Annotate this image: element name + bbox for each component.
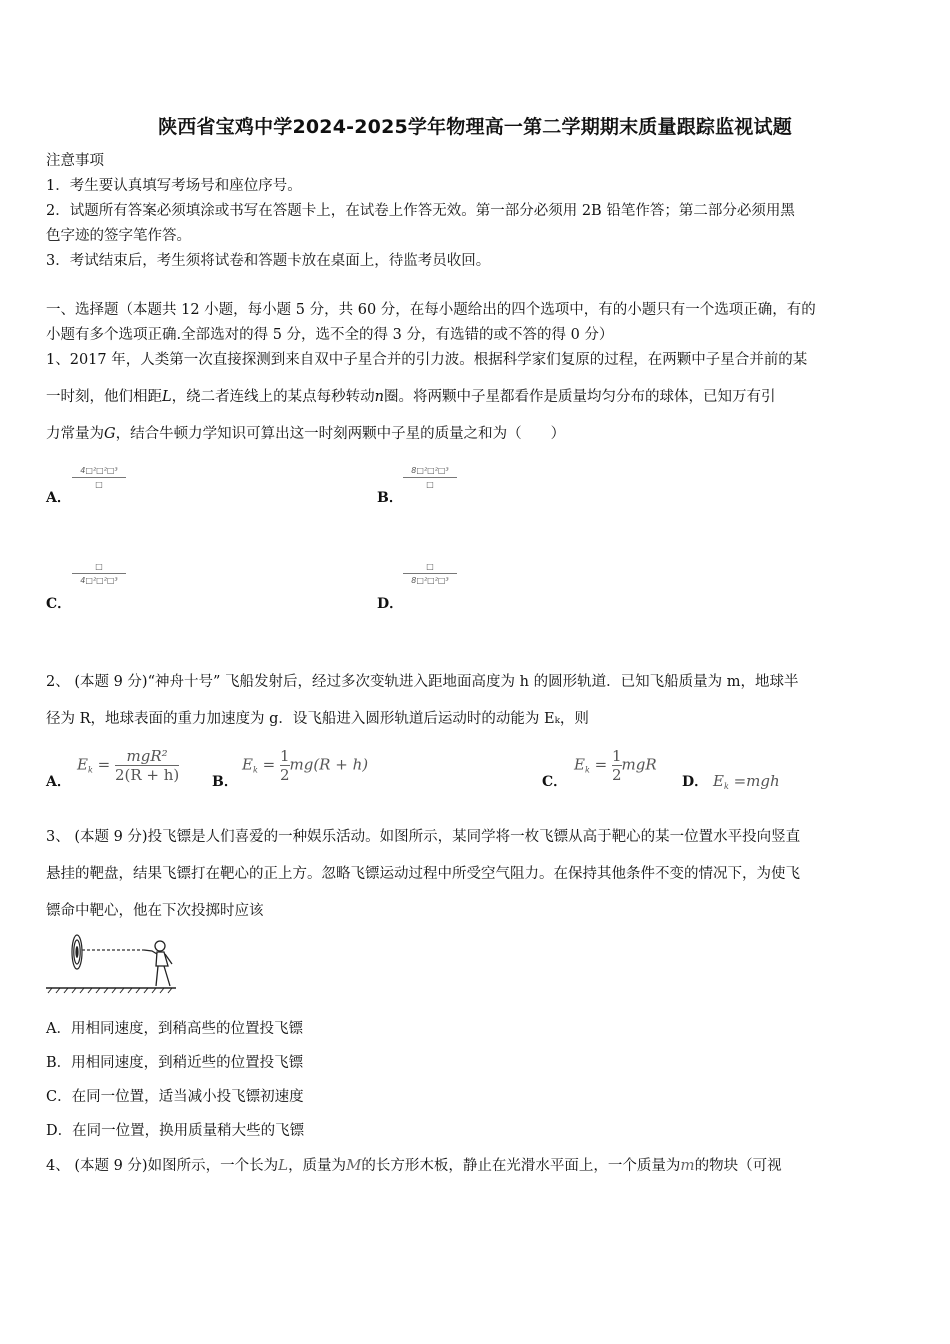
q2-ek-subscript: k [87,765,93,775]
q1-option-a-label[interactable]: A． [46,490,71,506]
q2-ek-subscript: k [584,765,590,775]
q4-var-L: L [278,1156,289,1174]
q1-option-a-fraction [72,466,126,490]
q3-option-c[interactable]: C．在同一位置，适当减小投飞镖初速度 [46,1089,304,1105]
q2-ek-symbol: E [574,755,585,774]
q1-line-3b: ，结合牛顿力学知识可算出这一时刻两颗中子星的质量之和为（ ） [115,426,566,442]
q1-var-G: G [104,426,116,442]
q1-option-b-fraction [403,466,457,490]
q3-option-a[interactable]: A．用相同速度，到稍高些的位置投飞镖 [46,1021,303,1037]
q2-equals: = [594,755,608,774]
q2-option-b-numerator: 1 [279,747,290,765]
q2-option-a-label[interactable]: A． [46,774,71,790]
q1-option-c-fraction [72,562,126,586]
q1-line-3a: 力常量为 [46,426,104,442]
q2-ek-subscript: k [252,765,258,775]
q1-option-a-denominator: □ [95,480,103,489]
notice-item-2-line-2: 色字迹的签字笔作答。 [46,228,191,244]
q1-option-b-numerator: 8□²□²□³ [411,466,449,475]
q1-line-2b: ，绕二者连线上的某点每秒转动 [171,389,375,405]
q2-option-c-numerator: 1 [611,747,622,765]
q4-var-m: m [680,1156,695,1174]
q2-option-c-formula [574,747,657,784]
q2-option-a-numerator: mgR² [126,747,168,765]
q2-option-b-denominator: 2 [279,766,290,784]
q2-equals: = [733,772,747,790]
q1-option-d-fraction [403,562,457,586]
q2-ek-symbol: E [242,755,253,774]
q1-line-1: 1、2017 年，人类第一次直接探测到来自双中子星合并的引力波。根据科学家们复原的过程，在两颗中子星合并前的某 [46,352,808,368]
q2-option-c-label[interactable]: C． [542,774,568,790]
fraction-bar [403,573,457,574]
q2-line-2: 径为 R，地球表面的重力加速度为 g．设飞船进入圆形轨道后运动时的动能为 Eₖ，则 [46,711,589,727]
q1-line-2c: 圈。将两颗中子星都看作是质量均匀分布的球体，已知万有引 [383,389,776,405]
q1-option-b-label[interactable]: B． [377,490,403,506]
q2-option-c-fraction [612,747,622,784]
q2-equals: = [97,755,111,774]
q4-line-1 [46,1158,782,1174]
q3-option-d[interactable]: D．在同一位置，换用质量稍大些的飞镖 [46,1123,305,1139]
q4-var-M: M [346,1156,362,1174]
q1-line-2a: 一时刻，他们相距 [46,389,162,405]
q1-var-n: n [374,389,384,405]
notice-item-1: 1．考生要认真填写考场号和座位序号。 [46,178,302,194]
q2-option-a-fraction [115,747,179,784]
q2-option-b-formula [242,747,368,784]
q3-dart-figure [44,930,184,994]
notice-item-2-line-1: 2．试题所有答案必须填涂或书写在答题卡上，在试卷上作答无效。第一部分必须用 2B 铅笔作答；第二部分必须用黑 [46,203,795,219]
section-1-line-1: 一、选择题（本题共 12 小题，每小题 5 分，共 60 分，在每小题给出的四个选项中，有的小题只有一个选项正确，有的 [46,302,816,318]
q2-ek-subscript: k [723,782,729,791]
q1-option-c-label[interactable]: C． [46,596,72,612]
q2-ek-symbol: E [713,772,724,790]
q1-option-a-numerator: 4□²□²□³ [80,466,118,475]
q2-option-b-label[interactable]: B． [212,774,238,790]
q1-option-b-denominator: □ [426,480,434,489]
q2-option-a-formula [77,747,179,784]
q2-option-d-tail: mgh [746,772,780,790]
q2-option-c-denominator: 2 [611,766,622,784]
q2-line-1: 2、 (本题 9 分)“神舟十号” 飞船发射后，经过多次变轨进入距地面高度为 h 的圆形轨道．已知飞船质量为 m，地球半 [46,674,799,690]
q1-option-d-numerator: □ [426,562,434,571]
q1-line-3 [46,427,565,442]
q3-option-b[interactable]: B．用相同速度，到稍近些的位置投飞镖 [46,1055,304,1071]
notice-item-3: 3．考试结束后，考生须将试卷和答题卡放在桌面上，待监考员收回。 [46,253,491,269]
page-title: 陕西省宝鸡中学2024-2025学年物理高一第二学期期末质量跟踪监视试题 [158,116,792,138]
q4-text-b: ，质量为 [288,1158,347,1174]
fraction-bar [403,477,457,478]
dartboard-icon [72,935,82,969]
q3-line-3: 镖命中靶心，他在下次投掷时应该 [46,903,264,919]
q2-option-d-formula [713,772,780,791]
thrower-person-icon [144,941,172,986]
q4-text-c: 的长方形木板，静止在光滑水平面上，一个质量为 [361,1158,681,1174]
q1-option-c-numerator: □ [95,562,103,571]
q1-line-2 [46,390,775,405]
fraction-bar [72,573,126,574]
q4-text-d: 的物块（可视 [694,1158,782,1174]
q3-line-2: 悬挂的靶盘，结果飞镖打在靶心的正上方。忽略飞镖运动过程中所受空气阻力。在保持其他条件不变的情况下，为使飞 [46,866,800,882]
q2-ek-symbol: E [77,755,88,774]
q2-equals: = [262,755,276,774]
notice-heading: 注意事项 [46,153,104,169]
fraction-bar [72,477,126,478]
q1-option-d-label[interactable]: D． [377,596,404,612]
q3-line-1: 3、 (本题 9 分)投飞镖是人们喜爱的一种娱乐活动。如图所示，某同学将一枚飞镖从高于靶心的某一位置水平投向竖直 [46,829,801,845]
q2-option-c-tail: mgR [621,755,657,774]
q1-var-L: L [162,389,172,405]
section-1-line-2: 小题有多个选项正确.全部选对的得 5 分，选不全的得 3 分，有选错的或不答的得 0 分） [46,327,614,343]
q2-option-a-denominator: 2(R + h) [114,766,180,784]
q2-option-d-label[interactable]: D． [682,774,709,790]
q1-option-d-denominator: 8□²□²□³ [411,576,449,585]
q1-option-c-denominator: 4□²□²□³ [80,576,118,585]
q4-text-a: 4、 (本题 9 分)如图所示，一个长为 [46,1158,279,1174]
q2-option-b-tail: mg(R + h) [289,755,369,774]
q2-option-b-fraction [280,747,290,784]
